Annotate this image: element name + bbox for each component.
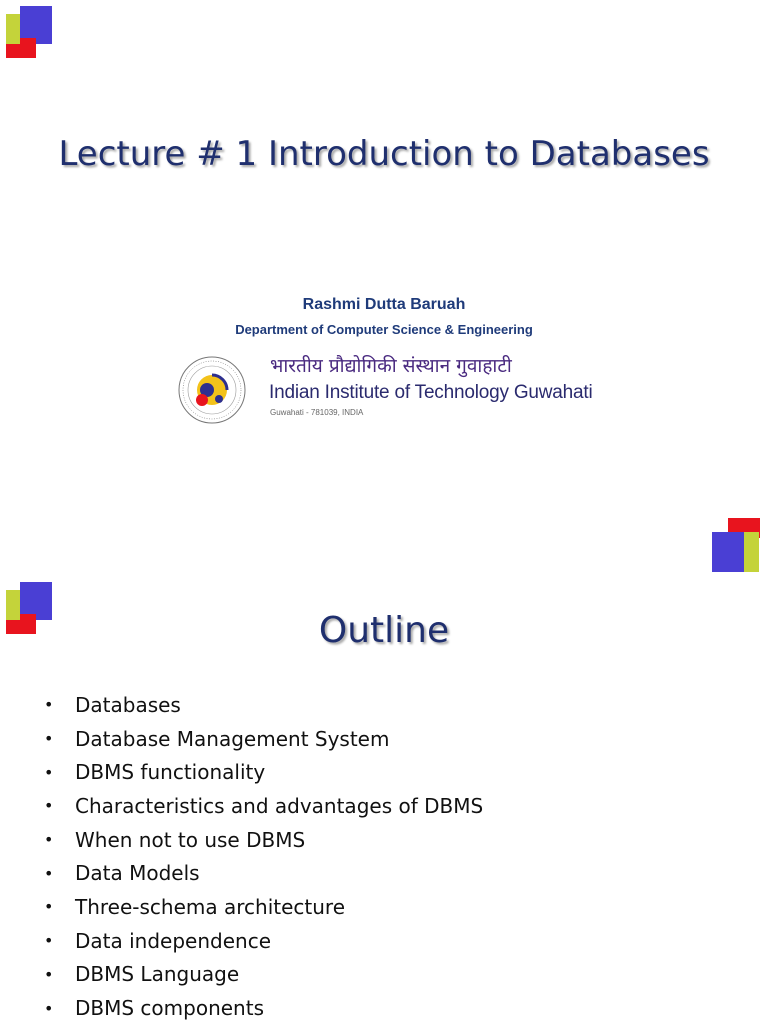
bullet-icon: •	[44, 729, 54, 749]
list-item	[44, 688, 483, 722]
bullet-icon: •	[44, 695, 54, 715]
list-item	[44, 789, 483, 823]
list-item-label: Databases	[75, 692, 181, 717]
list-item-label: Data independence	[75, 928, 271, 953]
deco-blue-square	[712, 532, 744, 572]
list-item-label: DBMS components	[75, 996, 264, 1021]
outline-title: Outline	[318, 610, 450, 651]
bullet-icon: •	[44, 762, 54, 782]
list-item	[44, 958, 483, 992]
iit-emblem-icon	[178, 356, 246, 424]
list-item-label: DBMS functionality	[75, 760, 266, 785]
bullet-icon: •	[44, 830, 54, 850]
institute-logo	[178, 350, 608, 430]
corner-decoration-bottom-right	[712, 518, 760, 572]
bullet-icon: •	[44, 998, 54, 1018]
list-item	[44, 823, 483, 857]
bullet-icon: •	[44, 964, 54, 984]
lecture-title: Lecture # 1 Introduction to Databases	[58, 134, 710, 174]
institute-name-hindi: भारतीय प्रौद्योगिकी संस्थान गुवाहाटी	[270, 355, 512, 377]
corner-decoration-top-left	[6, 6, 54, 60]
outline-list	[44, 688, 483, 1025]
list-item	[44, 755, 483, 789]
list-item-label: Data Models	[75, 861, 200, 886]
list-item-label: Characteristics and advantages of DBMS	[75, 793, 484, 818]
list-item	[44, 890, 483, 924]
bullet-icon: •	[44, 897, 54, 917]
bullet-icon: •	[44, 931, 54, 951]
list-item	[44, 991, 483, 1025]
list-item-label: When not to use DBMS	[75, 827, 306, 852]
institute-address: Guwahati - 781039, INDIA	[270, 408, 364, 417]
deco-yellow-bar	[6, 14, 20, 44]
bullet-icon: •	[44, 796, 54, 816]
institute-name-english: Indian Institute of Technology Guwahati	[269, 382, 593, 403]
list-item	[44, 856, 483, 890]
author-name: Rashmi Dutta Baruah	[302, 296, 466, 313]
list-item	[44, 722, 483, 756]
list-item-label: Three-schema architecture	[75, 894, 346, 919]
list-item-label: Database Management System	[75, 726, 390, 751]
list-item	[44, 924, 483, 958]
list-item-label: DBMS Language	[75, 962, 240, 987]
deco-yellow-bar	[744, 532, 759, 572]
department-name: Department of Computer Science & Engineering	[235, 322, 533, 337]
bullet-icon: •	[44, 863, 54, 883]
